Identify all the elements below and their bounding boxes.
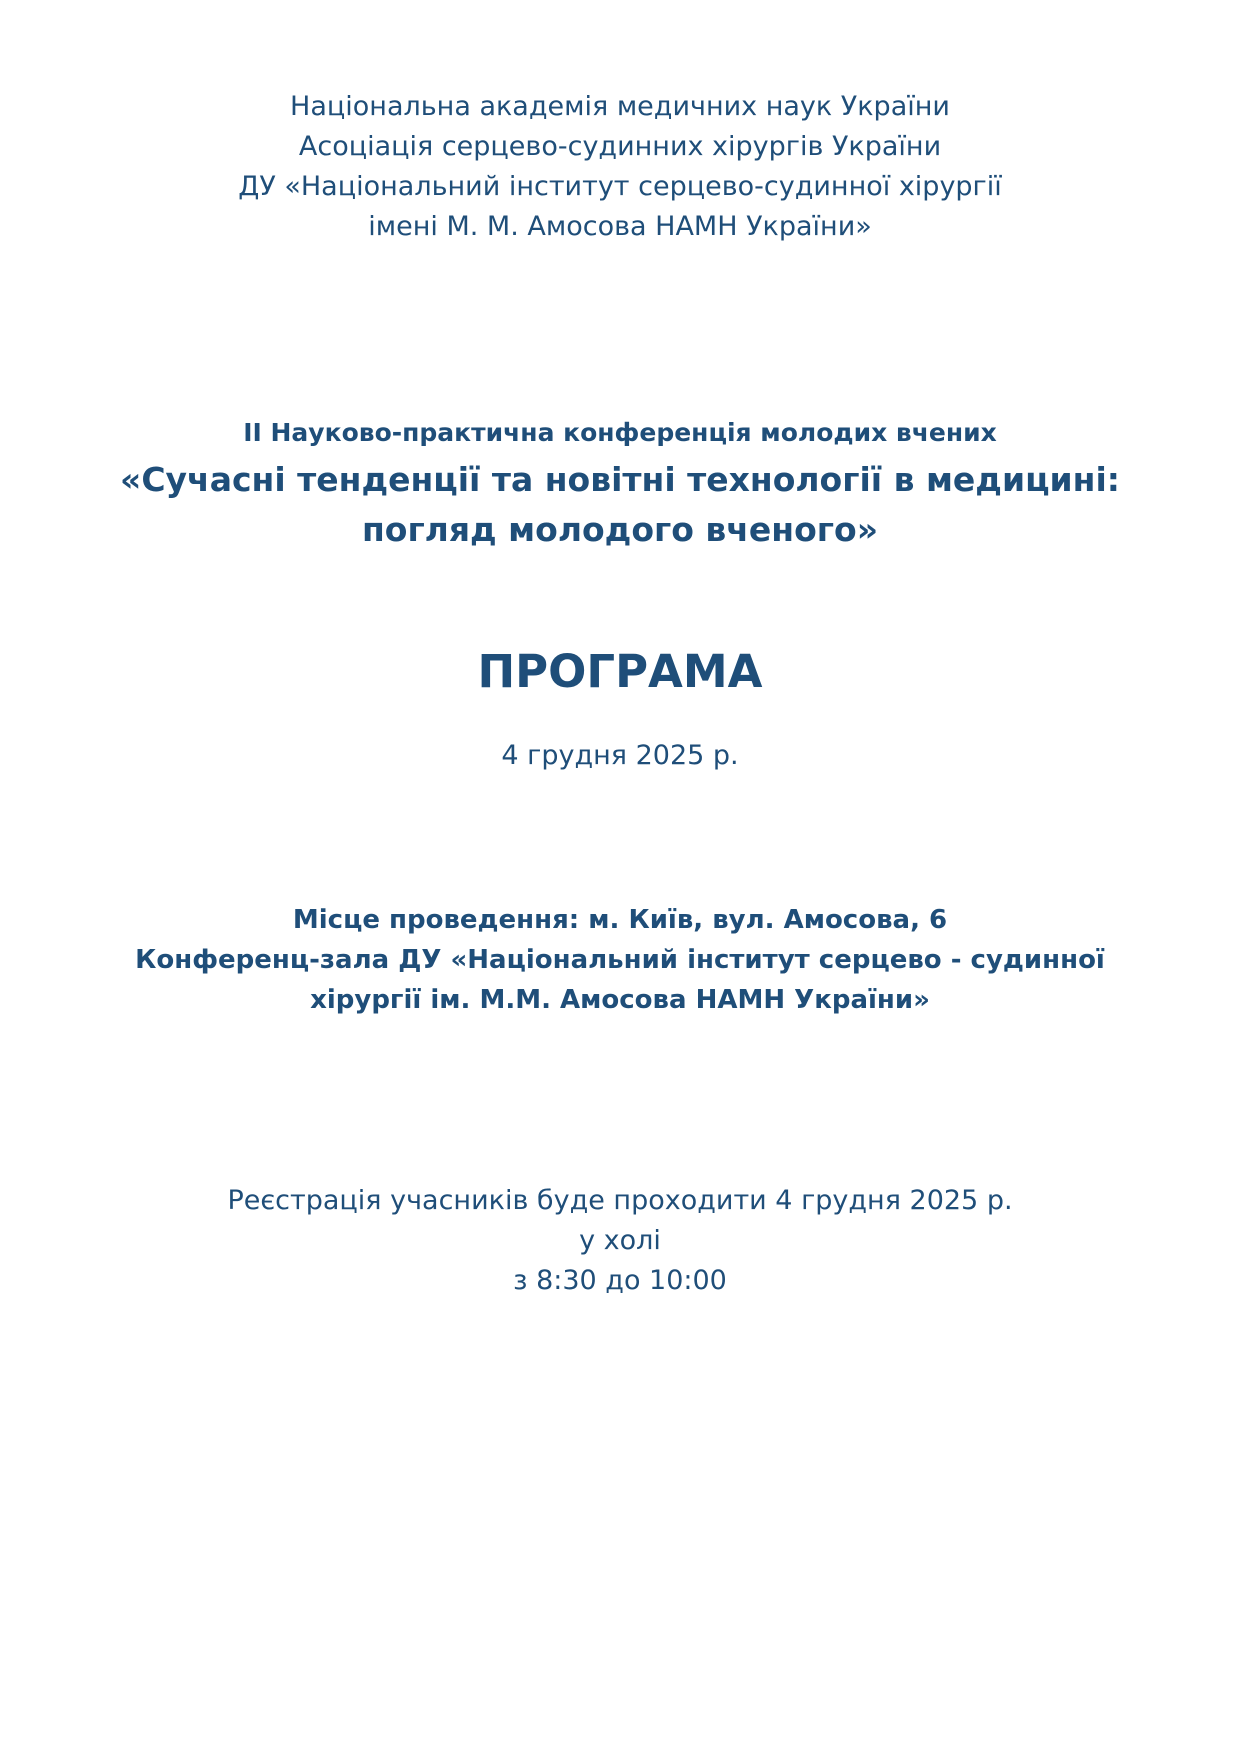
conference-title-line-1: «Сучасні тенденції та новітні технології в медицині: — [120, 460, 1120, 499]
program-date: 4 грудня 2025 р. — [501, 740, 739, 771]
program-heading: ПРОГРАМА — [477, 645, 763, 698]
org-line-academy: Національна академія медичних наук України — [290, 91, 950, 122]
venue-hall-name: хірургії ім. М.М. Амосова НАМН України» — [310, 985, 930, 1015]
registration-time: з 8:30 до 10:00 — [513, 1265, 727, 1296]
registration-place: у холі — [579, 1225, 661, 1256]
conference-subtitle: ІІ Науково-практична конференція молодих вчених — [243, 418, 997, 447]
venue-hall: Конференц-зала ДУ «Національний інститут серцево - судинної — [135, 945, 1105, 975]
conference-title-line-2: погляд молодого вченого» — [361, 510, 879, 549]
venue-address: Місце проведення: м. Київ, вул. Амосова, 6 — [292, 905, 948, 935]
org-line-institute: ДУ «Національний інститут серцево-судинної хірургії — [238, 171, 1002, 202]
org-line-institute-name: імені М. М. Амосова НАМН України» — [368, 211, 872, 242]
org-line-association: Асоціація серцево-судинних хірургів України — [298, 131, 942, 162]
registration-date: Реєстрація учасників буде проходити 4 грудня 2025 р. — [227, 1185, 1013, 1216]
